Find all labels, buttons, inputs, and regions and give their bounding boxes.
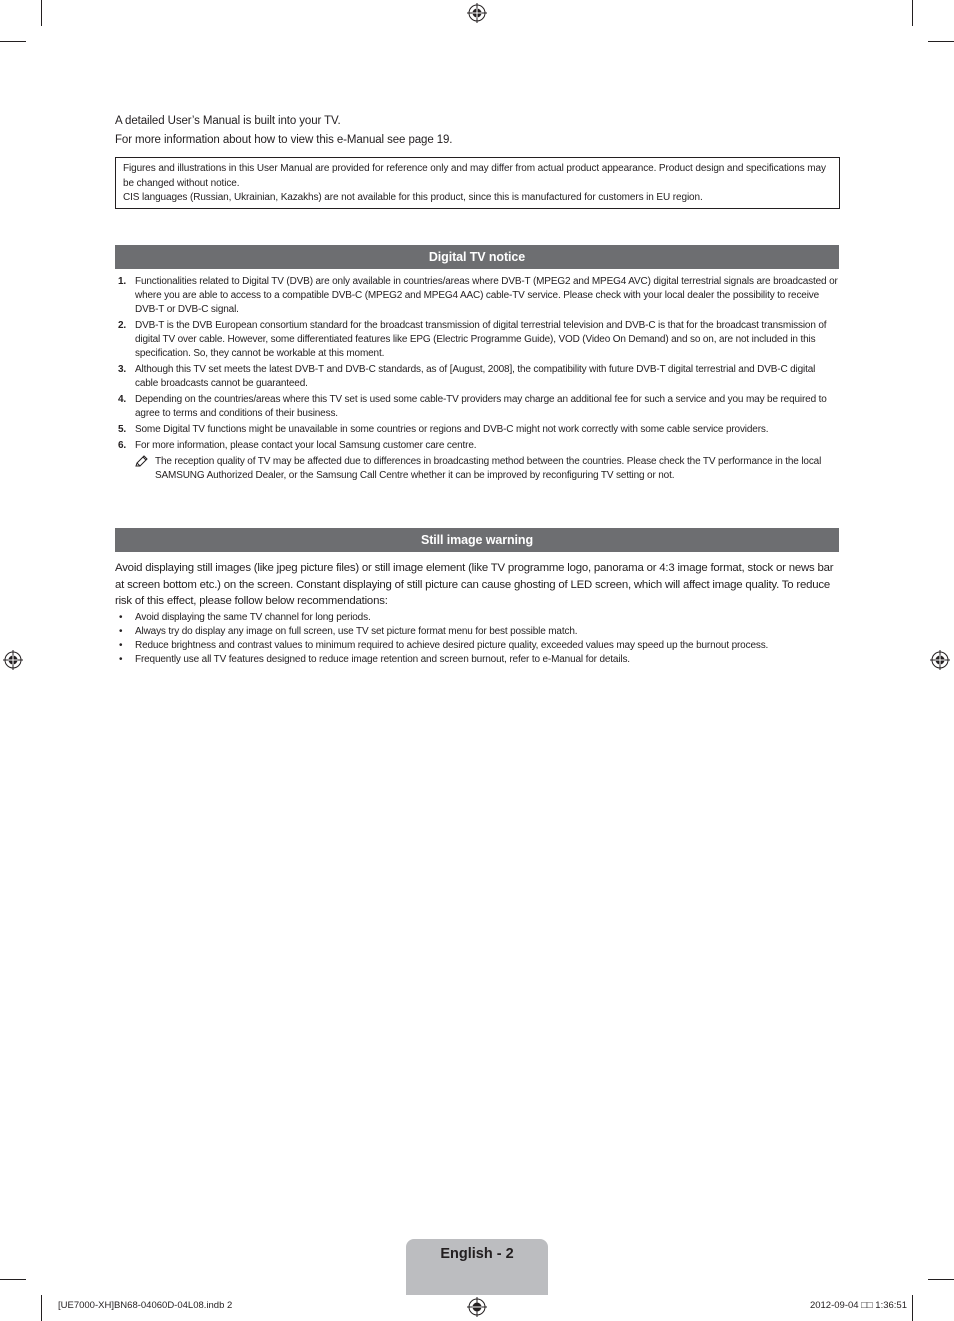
list-item-number: 2. (118, 320, 127, 331)
list-item-text: For more information, please contact your local Samsung customer care centre. (135, 440, 477, 451)
crop-mark (41, 0, 42, 26)
pencil-note-icon (135, 455, 155, 483)
intro-line-1: A detailed User’s Manual is built into your TV. (115, 115, 341, 127)
list-item-text: Functionalities related to Digital TV (DVB) are only available in countries/areas where DVB-T (MPEG2 and MPEG4 AVC) digital terrestrial signals are broadcasted or where you are able to access to a compatible DVB-C (MPEG2 and MPEG4 AAC) cable-TV service. Please check with your local dealer the possibility to receive DVB-T or DVB-C signal. (135, 276, 838, 315)
list-item-text: Depending on the countries/areas where this TV set is used some cable-TV providers may charge an additional fee for such a service and you may be required to agree to terms and conditions of their business. (135, 394, 827, 419)
section-heading-still-image: Still image warning (115, 528, 839, 552)
list-item-text: Always try do display any image on full screen, use TV set picture format menu for best possible match. (135, 626, 578, 637)
list-item-text: DVB-T is the DVB European consortium standard for the broadcast transmission of digital terrestrial television and DVB-C is that for the broadcast transmission of digital TV over cable. However, some differentiated features like EPG (Electric Programme Guide), VOD (Video On Demand) and so on, are not included in this specification. So, they cannot be workable at this moment. (135, 320, 827, 359)
list-item (115, 275, 839, 317)
crop-mark (41, 1295, 42, 1321)
crop-mark (912, 1295, 913, 1321)
list-item-text: Reduce brightness and contrast values to minimum required to achieve desired picture quality, exceeded values may speed up the burnout process. (135, 640, 769, 651)
registration-mark-icon (3, 650, 23, 670)
registration-mark-icon (930, 650, 950, 670)
bullet-icon: • (119, 612, 123, 623)
bullet-icon: • (119, 654, 123, 665)
list-item-number: 1. (118, 276, 127, 287)
digital-tv-list (115, 275, 839, 483)
list-item (115, 363, 839, 391)
still-image-bullets (115, 611, 839, 667)
list-item-number: 5. (118, 424, 127, 435)
reception-note-text: The reception quality of TV may be affected due to differences in broadcasting method between the countries. Please check the TV performance in the local SAMSUNG Authorized Dealer, or the Samsung Call Centre whether it can be improved by reconfiguring TV setting or not. (155, 456, 822, 481)
list-item (115, 423, 839, 437)
registration-mark-icon (467, 3, 487, 23)
list-item (115, 639, 839, 653)
still-image-paragraph: Avoid displaying still images (like jpeg picture files) or still image element (like TV programme logo, panorama or 4:3 image format, stock or news bar at screen bottom etc.) on the screen. Constant displaying of still picture can cause ghosting of LED screen, which will affect image quality. To reduce risk of this effect, please follow below recommendations: (115, 562, 834, 607)
list-item-number: 3. (118, 364, 127, 375)
crop-mark (0, 41, 26, 42)
reception-note (135, 455, 839, 483)
list-item-number: 4. (118, 394, 127, 405)
list-item (115, 625, 839, 639)
list-item (115, 611, 839, 625)
disclaimer-box (115, 157, 840, 209)
footer-file-name: [UE7000-XH]BN68-04060D-04L08.indb 2 (58, 1300, 233, 1311)
list-item (115, 393, 839, 421)
list-item (115, 653, 839, 667)
intro-line-2: For more information about how to view this e-Manual see page 19. (115, 134, 453, 146)
registration-mark-icon (467, 1297, 487, 1317)
section-heading-digital-tv: Digital TV notice (115, 245, 839, 269)
list-item-text: Some Digital TV functions might be unavailable in some countries or regions and DVB-C might not work correctly with some cable service providers. (135, 424, 769, 435)
list-item-text: Frequently use all TV features designed to reduce image retention and screen burnout, refer to e-Manual for details. (135, 654, 630, 665)
page-number: English - 2 (440, 1246, 514, 1262)
crop-mark (912, 0, 913, 26)
list-item-text: Avoid displaying the same TV channel for long periods. (135, 612, 371, 623)
crop-mark (928, 1279, 954, 1280)
crop-mark (928, 41, 954, 42)
list-item (115, 439, 839, 453)
crop-mark (0, 1279, 26, 1280)
list-item (115, 319, 839, 361)
footer-timestamp: 2012-09-04 □□ 1:36:51 (809, 1300, 907, 1311)
list-item-text: Although this TV set meets the latest DVB-T and DVB-C standards, as of [August, 2008], the compatibility with future DVB-T digital terrestrial and DVB-C digital cable broadcasts cannot be guaranteed. (135, 364, 816, 389)
bullet-icon: • (119, 626, 123, 637)
disclaimer-line-2: CIS languages (Russian, Ukrainian, Kazakhs) are not available for this product, since this is manufactured for customers in EU region. (123, 192, 703, 203)
list-item-number: 6. (118, 440, 127, 451)
disclaimer-line-1: Figures and illustrations in this User Manual are provided for reference only and may differ from actual product appearance. Product design and specifications may be changed without notice. (123, 163, 826, 189)
bullet-icon: • (119, 640, 123, 651)
